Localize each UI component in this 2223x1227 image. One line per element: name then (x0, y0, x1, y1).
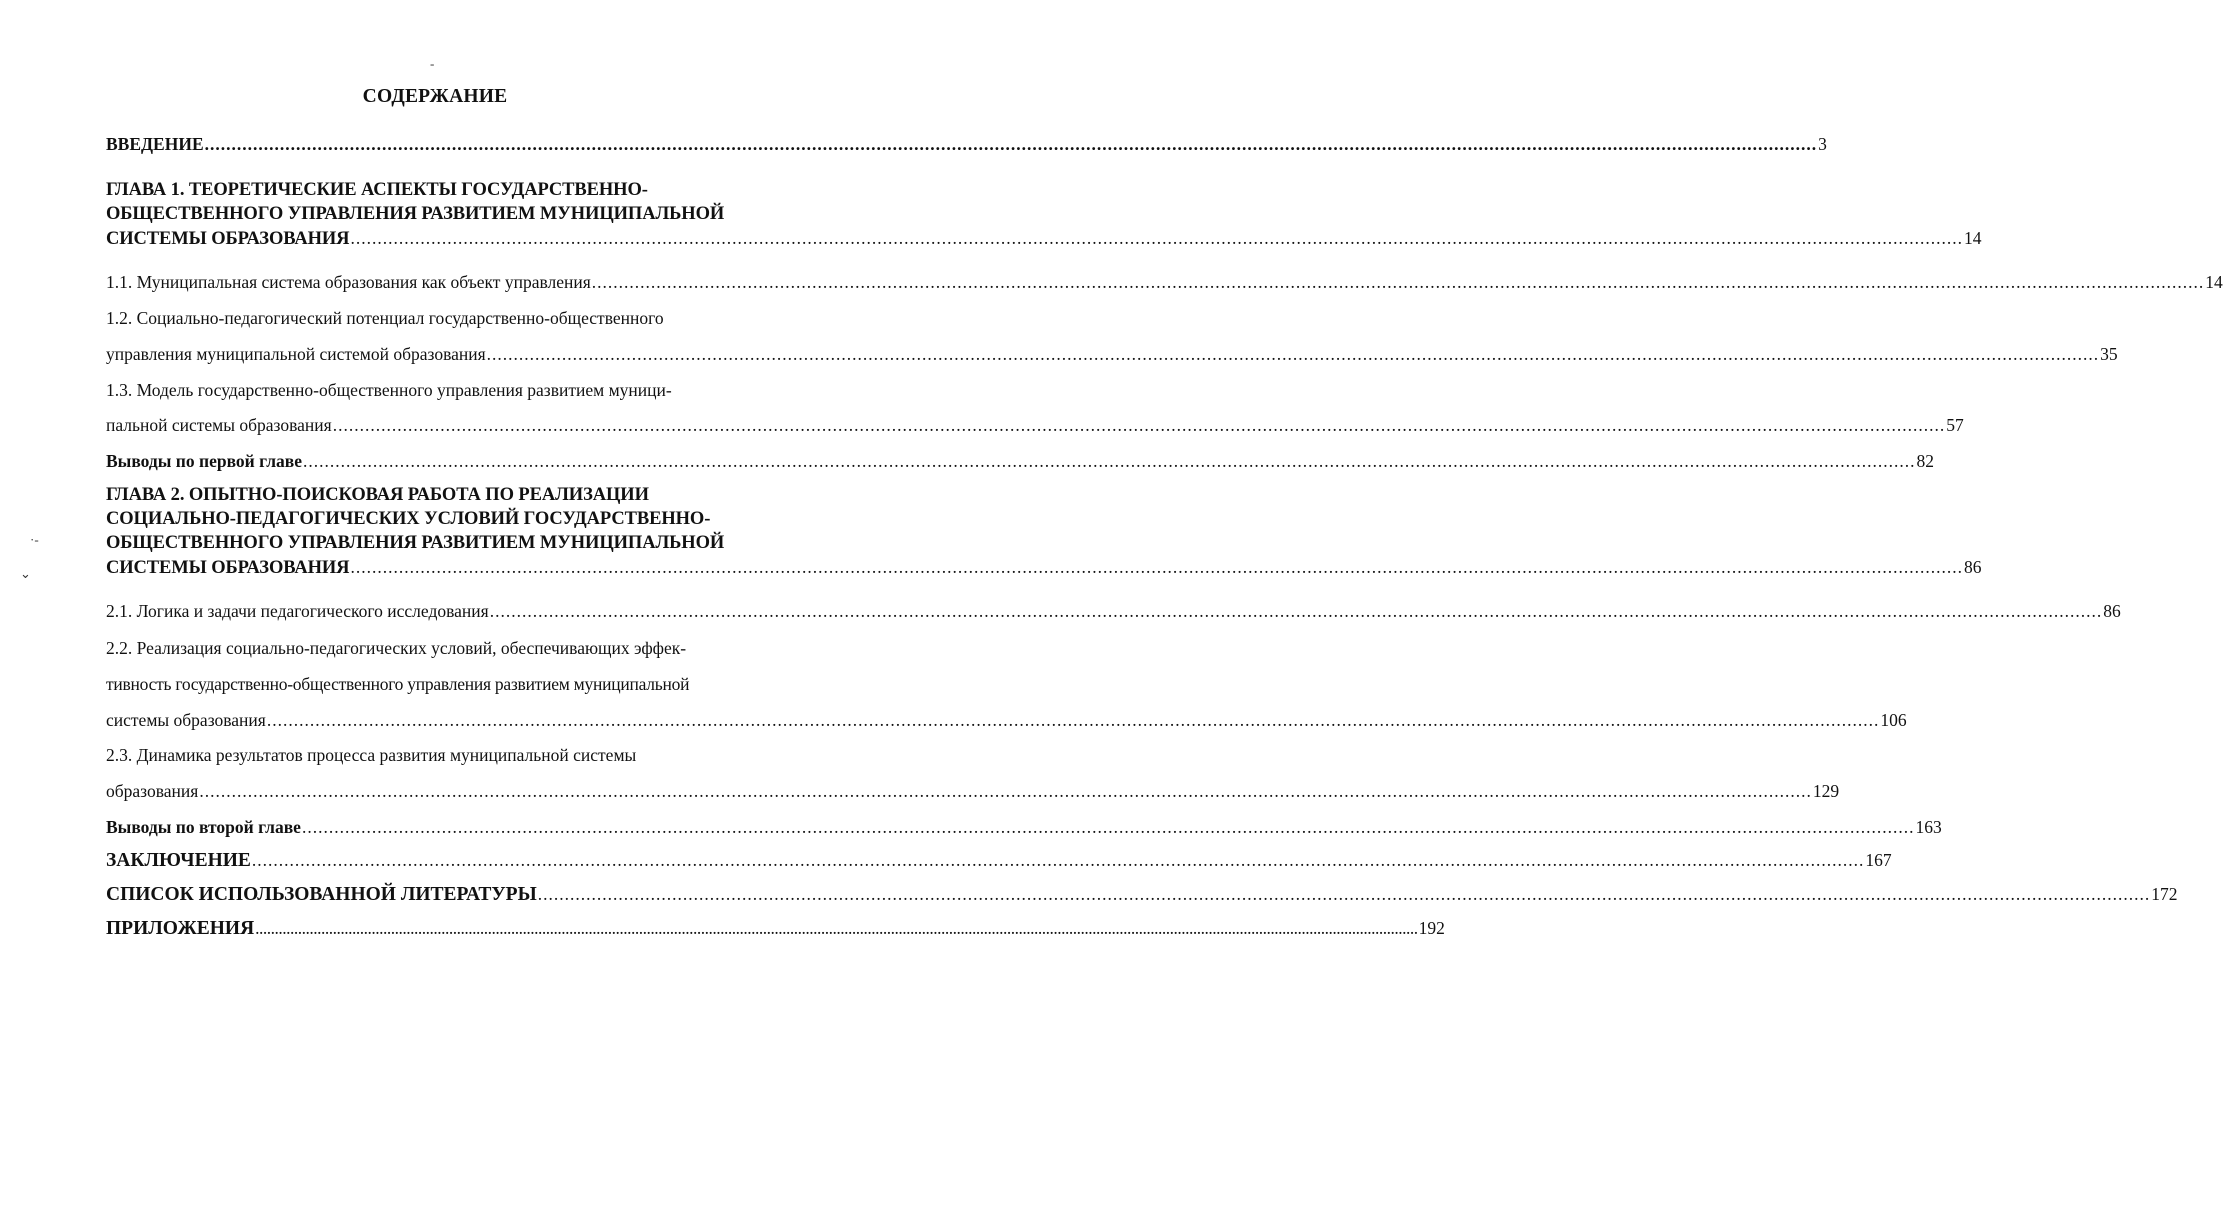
leader-dots: ............................................................................................................................................................................................................................................................................................................ (537, 884, 2151, 904)
toc-entry-page: 167 (1865, 850, 1892, 870)
toc-entry-page: 57 (1946, 415, 1964, 435)
toc-entry-page: 3 (1818, 134, 1827, 154)
toc-entry-1-3-line1: 1.3. Модель государственно-общественного управления развитием муници- (106, 380, 672, 400)
leader-dots: ............................................................................................................................................................................................................................................................................................................ (350, 228, 1963, 248)
toc-entry-2-2-line2: тивность государственно-общественного управления развитием муниципальной (106, 674, 690, 694)
leader-dots: ............................................................................................................................................................................................................................................................................................................ (204, 134, 1818, 154)
toc-entry-label: 1.1. Муниципальная система образования как объект управления (106, 272, 591, 292)
scan-artifact-top: - (430, 56, 435, 71)
toc-entry-chapter1[interactable] (106, 228, 1982, 250)
toc-entry-2-1[interactable] (106, 601, 2121, 622)
toc-entry-appendices[interactable] (106, 918, 1445, 940)
toc-entry-label: Выводы по первой главе (106, 451, 302, 471)
toc-entry-conclusions-2[interactable] (106, 817, 1942, 838)
leader-dots: ............................................................................................................................................................................................................................................................................................................ (302, 451, 1916, 471)
toc-entry-chapter2[interactable] (106, 557, 1982, 579)
scan-artifact-left-2: ⌄ (20, 566, 31, 581)
toc-entry-1-1[interactable] (106, 272, 2223, 293)
leader-dots: ............................................................................................................................................................................................................................................................................................................ (350, 557, 1963, 577)
toc-entry-label: СИСТЕМЫ ОБРАЗОВАНИЯ (106, 229, 350, 249)
toc-entry-page: 86 (1963, 557, 1982, 577)
toc-entry-label: управления муниципальной системой образования (106, 344, 486, 364)
leader-dots: ............................................................................................................................................................................................................................................................................................................ (486, 344, 2100, 364)
toc-chapter2-line2: СОЦИАЛЬНО-ПЕДАГОГИЧЕСКИХ УСЛОВИЙ ГОСУДАРСТВЕННО- (106, 509, 711, 529)
toc-chapter2-line3: ОБЩЕСТВЕННОГО УПРАВЛЕНИЯ РАЗВИТИЕМ МУНИЦИПАЛЬНОЙ (106, 533, 725, 553)
leader-dots: ............................................................................................................................................................................................................................................................................................................ (301, 817, 1915, 837)
toc-entry-references[interactable] (106, 884, 2178, 906)
toc-entry-page: 14 (2205, 272, 2223, 292)
toc-entry-label: ПРИЛОЖЕНИЯ (106, 918, 255, 939)
toc-entry-label: системы образования (106, 710, 266, 730)
toc-chapter1-line1: ГЛАВА 1. ТЕОРЕТИЧЕСКИЕ АСПЕКТЫ ГОСУДАРСТВЕННО- (106, 180, 648, 200)
toc-entry-label: ВВЕДЕНИЕ (106, 134, 204, 154)
toc-entry-label: СПИСОК ИСПОЛЬЗОВАННОЙ ЛИТЕРАТУРЫ (106, 884, 537, 905)
toc-entry-1-2[interactable] (106, 344, 2118, 365)
toc-entry-intro[interactable] (106, 134, 1827, 155)
toc-title: СОДЕРЖАНИЕ (362, 86, 508, 107)
toc-entry-label: СИСТЕМЫ ОБРАЗОВАНИЯ (106, 558, 350, 578)
leader-dots: ............................................................................................................................................................................................................................................................................................................ (199, 781, 1812, 801)
toc-chapter2-line1: ГЛАВА 2. ОПЫТНО-ПОИСКОВАЯ РАБОТА ПО РЕАЛИЗАЦИИ (106, 485, 649, 505)
leader-dots: ............................................................................................................................................................................................................................................................................................................ (255, 918, 1418, 938)
toc-entry-page: 192 (1418, 918, 1445, 938)
leader-dots: ............................................................................................................................................................................................................................................................................................................ (489, 601, 2103, 621)
toc-entry-conclusion[interactable] (106, 850, 1892, 872)
toc-chapter1-line2: ОБЩЕСТВЕННОГО УПРАВЛЕНИЯ РАЗВИТИЕМ МУНИЦИПАЛЬНОЙ (106, 204, 725, 224)
toc-entry-page: 14 (1963, 228, 1982, 248)
scan-artifact-left-1: ·- (30, 532, 39, 547)
toc-entry-label: Выводы по второй главе (106, 817, 301, 837)
toc-entry-label: образования (106, 781, 199, 801)
leader-dots: ............................................................................................................................................................................................................................................................................................................ (591, 272, 2205, 292)
toc-entry-2-2-line1: 2.2. Реализация социально-педагогических условий, обеспечивающих эффек- (106, 638, 687, 658)
toc-entry-2-2[interactable] (106, 710, 1907, 731)
toc-entry-page: 163 (1915, 817, 1942, 837)
toc-entry-label: ЗАКЛЮЧЕНИЕ (106, 850, 251, 871)
toc-entry-page: 106 (1880, 710, 1907, 730)
toc-entry-page: 35 (2100, 344, 2118, 364)
toc-entry-label: пальной системы образования (106, 415, 332, 435)
toc-entry-2-3[interactable] (106, 781, 1840, 802)
toc-entry-page: 86 (2103, 601, 2121, 621)
toc-entry-page: 172 (2151, 884, 2178, 904)
leader-dots: ............................................................................................................................................................................................................................................................................................................ (332, 415, 1946, 435)
toc-entry-1-2-line1: 1.2. Социально-педагогический потенциал государственно-общественного (106, 308, 664, 328)
toc-entry-page: 129 (1812, 781, 1840, 801)
leader-dots: ............................................................................................................................................................................................................................................................................................................ (266, 710, 1880, 730)
toc-entry-page: 82 (1916, 451, 1934, 471)
toc-entry-conclusions-1[interactable] (106, 451, 1934, 472)
toc-entry-label: 2.1. Логика и задачи педагогического исследования (106, 601, 489, 621)
toc-entry-1-3[interactable] (106, 415, 1964, 436)
toc-entry-2-3-line1: 2.3. Динамика результатов процесса развития муниципальной системы (106, 745, 637, 765)
leader-dots: ............................................................................................................................................................................................................................................................................................................ (251, 850, 1865, 870)
